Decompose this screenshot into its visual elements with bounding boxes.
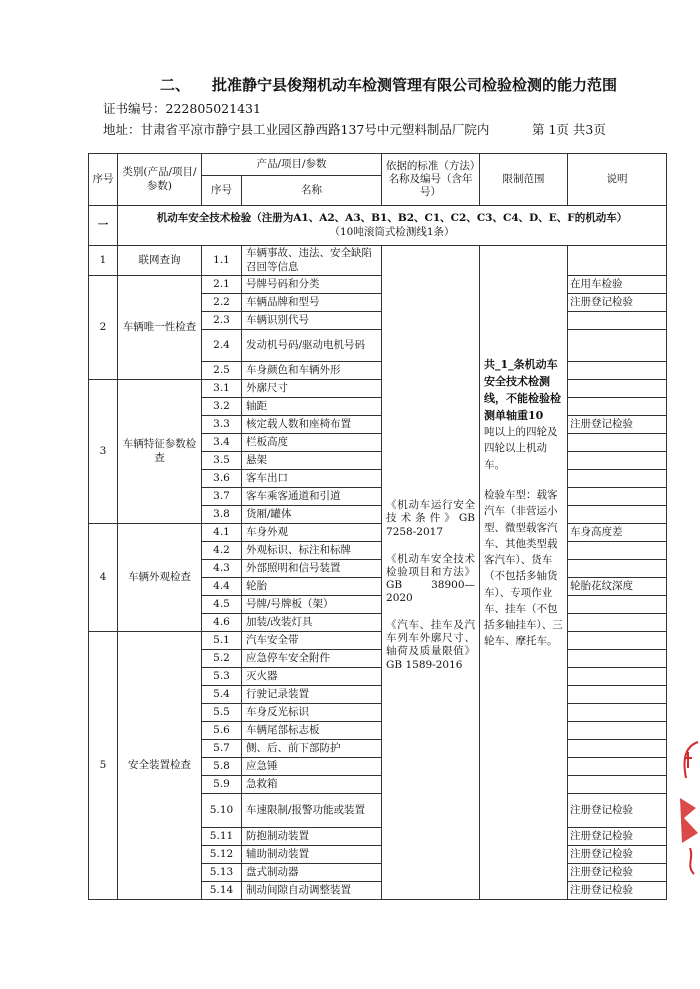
- row-note: [568, 470, 667, 488]
- row-name: 轮胎: [242, 578, 382, 596]
- row-note: [568, 330, 667, 362]
- header-category: 类别(产品/项目/参数): [118, 154, 202, 206]
- row-name: 辅助制动装置: [242, 846, 382, 864]
- row-note: [568, 686, 667, 704]
- header-name: 名称: [242, 176, 382, 206]
- address-value: 甘肃省平凉市静宁县工业园区静西路137号中元塑料制品厂院内: [140, 122, 490, 137]
- stamp-arc: [685, 742, 699, 778]
- row-seq: 5.14: [202, 882, 242, 900]
- row-note: [568, 668, 667, 686]
- row-note: 注册登记检验: [568, 294, 667, 312]
- address-label: 地址：: [103, 122, 141, 137]
- row-seq: 3.3: [202, 416, 242, 434]
- row-seq: 5.10: [202, 794, 242, 828]
- row-note: [568, 650, 667, 668]
- row-note: 注册登记检验: [568, 828, 667, 846]
- row-name: 号牌/号牌板（架）: [242, 596, 382, 614]
- row-seq: 5.1: [202, 632, 242, 650]
- group-category: 车辆唯一性检查: [118, 276, 202, 380]
- row-seq: 2.4: [202, 330, 242, 362]
- row-seq: 1.1: [202, 246, 242, 276]
- row-name: 栏板高度: [242, 434, 382, 452]
- row-name: 车速限制/报警功能或装置: [242, 794, 382, 828]
- certificate-number: [103, 99, 261, 117]
- row-name: 车辆识别代号: [242, 312, 382, 330]
- row-note: [568, 542, 667, 560]
- group-category: 安全装置检查: [118, 632, 202, 900]
- row-seq: 3.1: [202, 380, 242, 398]
- row-seq: 5.8: [202, 758, 242, 776]
- header-note: 说明: [568, 154, 667, 206]
- row-seq: 4.5: [202, 596, 242, 614]
- row-seq: 2.5: [202, 362, 242, 380]
- header-product: 产品/项目/参数: [202, 154, 382, 176]
- row-note: 注册登记检验: [568, 416, 667, 434]
- row-name: 行驶记录装置: [242, 686, 382, 704]
- row-name: 轴距: [242, 398, 382, 416]
- row-name: 车辆品牌和型号: [242, 294, 382, 312]
- row-note: 注册登记检验: [568, 864, 667, 882]
- row-seq: 5.11: [202, 828, 242, 846]
- row-seq: 2.3: [202, 312, 242, 330]
- row-note: 注册登记检验: [568, 794, 667, 828]
- limit-text-1: 共_1_条机动车安全技术检测线，不能检验检测单轴重10: [484, 358, 562, 423]
- row-seq: 5.3: [202, 668, 242, 686]
- row-name: 盘式制动器: [242, 864, 382, 882]
- section-title-text: 机动车安全技术检验（注册为A1、A2、A3、B1、B2、C1、C2、C3、C4、D、E、F的机动车）: [156, 212, 628, 225]
- row-name: 号牌号码和分类: [242, 276, 382, 294]
- row-name: 悬架: [242, 452, 382, 470]
- group-number: 4: [89, 524, 118, 632]
- row-note: 注册登记检验: [568, 846, 667, 864]
- title-number: 二、: [160, 76, 191, 94]
- group-category: 联网查询: [118, 246, 202, 276]
- row-name: 客车出口: [242, 470, 382, 488]
- group-number: 3: [89, 380, 118, 524]
- row-name: 车辆事故、违法、安全缺陷召回等信息: [242, 246, 382, 276]
- row-seq: 5.2: [202, 650, 242, 668]
- row-note: [568, 722, 667, 740]
- group-number: 1: [89, 246, 118, 276]
- row-seq: 3.4: [202, 434, 242, 452]
- stamp-arc: [690, 848, 694, 874]
- row-note: 车身高度差: [568, 524, 667, 542]
- row-seq: 4.1: [202, 524, 242, 542]
- row-name: 车身颜色和车辆外形: [242, 362, 382, 380]
- row-note: [568, 614, 667, 632]
- row-name: 货厢/罐体: [242, 506, 382, 524]
- page-title: [160, 74, 617, 95]
- limit-cell: [480, 246, 568, 900]
- cert-label: 证书编号：: [103, 101, 166, 116]
- group-category: 车辆特征参数检查: [118, 380, 202, 524]
- row-seq: 4.4: [202, 578, 242, 596]
- stamp-star: [680, 798, 698, 843]
- row-note: [568, 434, 667, 452]
- row-seq: 4.6: [202, 614, 242, 632]
- row-seq: 3.2: [202, 398, 242, 416]
- section-subtitle: （10吨滚筒式检测线1条）: [329, 225, 455, 238]
- row-seq: 5.9: [202, 776, 242, 794]
- page-info: 第 1页 共3页: [532, 122, 606, 137]
- group-number: 5: [89, 632, 118, 900]
- row-name: 外部照明和信号装置: [242, 560, 382, 578]
- row-seq: 5.12: [202, 846, 242, 864]
- limit-text-3: 检验车型：载客汽车（非营运小型、微型载客汽车、其他类型载客汽车）、货车（不包括多轴货车）、专项作业车、挂车（不包括多轴挂车）、三轮车、摩托车。: [484, 488, 563, 648]
- row-name: 汽车安全带: [242, 632, 382, 650]
- row-note: [568, 506, 667, 524]
- row-seq: 3.6: [202, 470, 242, 488]
- standard-item: 《机动车运行安全技术条件》GB 7258-2017: [386, 499, 476, 538]
- row-seq: 5.7: [202, 740, 242, 758]
- row-note: [568, 776, 667, 794]
- seal-stamp: [676, 738, 700, 878]
- row-name: 外观标识、标注和标牌: [242, 542, 382, 560]
- row-seq: 5.13: [202, 864, 242, 882]
- group-category: 车辆外观检查: [118, 524, 202, 632]
- row-seq: 3.8: [202, 506, 242, 524]
- row-name: 车身外观: [242, 524, 382, 542]
- row-seq: 4.3: [202, 560, 242, 578]
- header-standard: 依据的标准（方法）名称及编号（含年号）: [382, 154, 480, 206]
- row-note: [568, 362, 667, 380]
- row-note: [568, 758, 667, 776]
- standard-item: 《汽车、挂车及汽车列车外廓尺寸、轴荷及质量限值》GB 1589-2016: [386, 619, 476, 671]
- row-note: [568, 246, 667, 276]
- row-seq: 3.7: [202, 488, 242, 506]
- row-name: 车辆尾部标志板: [242, 722, 382, 740]
- row-note: [568, 312, 667, 330]
- row-note: [568, 596, 667, 614]
- row-seq: 5.6: [202, 722, 242, 740]
- row-name: 应急停车安全附件: [242, 650, 382, 668]
- group-number: 2: [89, 276, 118, 380]
- row-name: 车身反光标识: [242, 704, 382, 722]
- row-name: 应急锤: [242, 758, 382, 776]
- row-note: [568, 560, 667, 578]
- scope-table: [88, 153, 667, 900]
- row-seq: 4.2: [202, 542, 242, 560]
- row-seq: 2.1: [202, 276, 242, 294]
- row-seq: 2.2: [202, 294, 242, 312]
- header-seq: 序号: [89, 154, 118, 206]
- row-note: [568, 380, 667, 398]
- header-limit: 限制范围: [480, 154, 568, 206]
- row-name: 制动间隙自动调整装置: [242, 882, 382, 900]
- row-note: [568, 488, 667, 506]
- row-name: 侧、后、前下部防护: [242, 740, 382, 758]
- standards-cell: [382, 246, 480, 900]
- row-note: [568, 452, 667, 470]
- row-name: 防抱制动装置: [242, 828, 382, 846]
- row-note: [568, 632, 667, 650]
- row-note: 轮胎花纹深度: [568, 578, 667, 596]
- title-text: 批准静宁县俊翔机动车检测管理有限公司检验检测的能力范围: [212, 76, 618, 94]
- row-note: [568, 398, 667, 416]
- address: [103, 120, 489, 138]
- cert-value: 222805021431: [165, 101, 261, 116]
- row-name: 客车乘客通道和引道: [242, 488, 382, 506]
- row-seq: 3.5: [202, 452, 242, 470]
- section-number: 一: [89, 206, 118, 246]
- row-note: 在用车检验: [568, 276, 667, 294]
- row-name: 急救箱: [242, 776, 382, 794]
- row-name: 核定载人数和座椅布置: [242, 416, 382, 434]
- header-sub-seq: 序号: [202, 176, 242, 206]
- limit-text-2: 吨以上的四轮及四轮以上机动车。: [484, 426, 558, 471]
- row-name: 外廓尺寸: [242, 380, 382, 398]
- standard-item: 《机动车安全技术检验项目和方法》GB 38900—2020: [386, 552, 476, 605]
- row-seq: 5.5: [202, 704, 242, 722]
- row-note: [568, 740, 667, 758]
- row-seq: 5.4: [202, 686, 242, 704]
- section-title: [118, 206, 667, 246]
- row-note: [568, 704, 667, 722]
- row-note: 注册登记检验: [568, 882, 667, 900]
- row-name: 加装/改装灯具: [242, 614, 382, 632]
- row-name: 灭火器: [242, 668, 382, 686]
- row-name: 发动机号码/驱动电机号码: [242, 330, 382, 362]
